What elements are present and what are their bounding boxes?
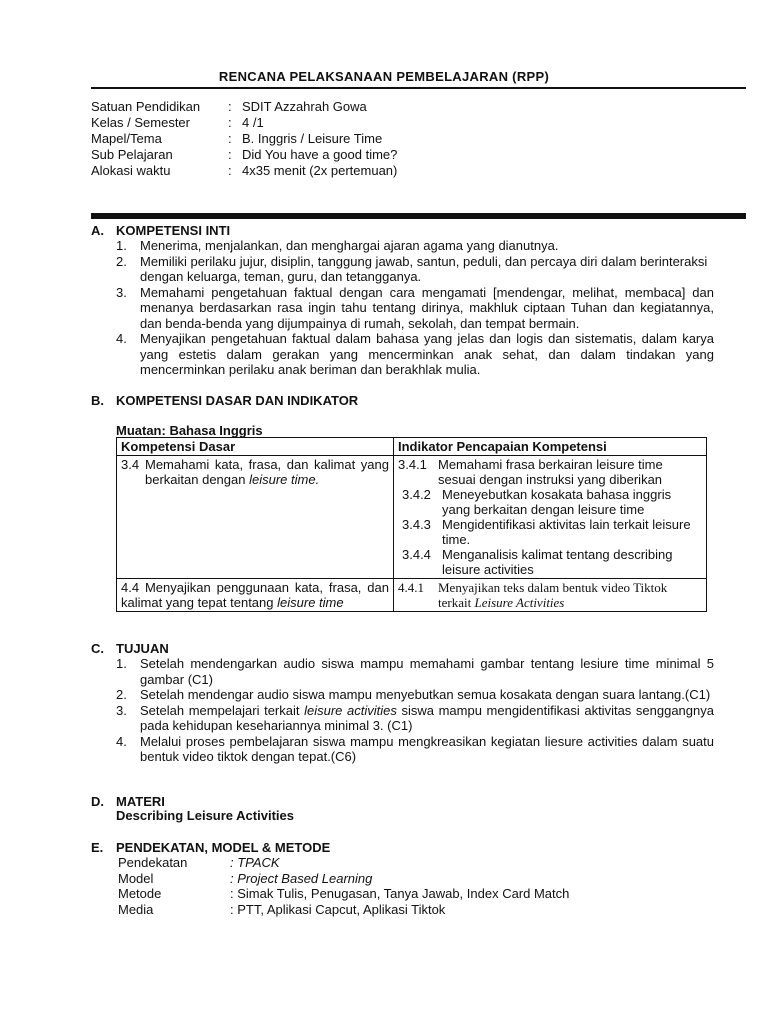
table-cell — [394, 579, 707, 612]
info-value: Did You have a good time? — [242, 147, 398, 162]
info-value: 4x35 menit (2x pertemuan) — [242, 163, 398, 178]
metode-row — [118, 886, 569, 902]
info-row — [91, 99, 397, 115]
table-header: Kompetensi Dasar — [117, 438, 394, 456]
section-c-heading — [91, 641, 169, 656]
list-item — [116, 703, 714, 734]
item-text-pre: Setelah mempelajari terkait — [140, 702, 300, 718]
list-item — [116, 687, 714, 703]
section-title: KOMPETENSI INTI — [116, 223, 231, 238]
item-number: 2. — [116, 687, 127, 702]
kd-text-main: Memahami kata, frasa, dan kalimat yang berkaitan dengan — [145, 457, 389, 487]
item-number: 4. — [116, 733, 127, 749]
table-header-row — [117, 438, 707, 456]
info-value: SDIT Azzahrah Gowa — [242, 99, 367, 114]
indicator-number: 3.4.2 — [402, 487, 431, 502]
info-key: Sub Pelajaran — [91, 147, 173, 162]
pendekatan-row — [118, 855, 569, 871]
kompetensi-inti-list — [116, 238, 714, 378]
kd-number: 3.4 — [121, 457, 140, 472]
indicator-item — [398, 487, 702, 517]
item-number: 1. — [116, 238, 127, 253]
info-key: Satuan Pendidikan — [91, 99, 201, 114]
kd-text — [145, 457, 389, 487]
item-text-post: siswa mampu mengidentifikasi aktivitas senggangnya pada kehidupan kesehariannya minimal 3. (C1) — [140, 702, 714, 733]
list-item — [116, 656, 714, 687]
item-text-italic: leisure activities — [304, 702, 397, 718]
kd-text-italic: leisure time — [277, 595, 344, 610]
indicator-text-italic: Leisure Activities — [474, 595, 565, 610]
table-row — [117, 456, 707, 579]
table-cell — [117, 456, 394, 579]
indicator-text: Menganalisis kalimat tentang describing leisure activities — [442, 547, 673, 577]
list-item — [116, 734, 714, 765]
info-row — [91, 147, 397, 163]
indicator-text: Meneyebutkan kosakata bahasa inggris yang berkaitan dengan leisure time — [442, 487, 672, 517]
section-a-heading — [91, 223, 230, 238]
section-letter: D. — [91, 794, 104, 809]
section-letter: E. — [91, 840, 104, 855]
row-key: Metode — [118, 886, 162, 901]
item-text: Menerima, menjalankan, dan menghargai ajaran agama yang dianutnya. — [140, 238, 559, 253]
indicator-number: 4.4.1 — [398, 580, 424, 595]
info-colon: : — [228, 147, 232, 162]
section-letter: A. — [91, 223, 104, 238]
info-row — [91, 163, 397, 179]
indicator-item — [398, 580, 702, 610]
item-text: Memiliki perilaku jujur, disiplin, tanggung jawab, santun, peduli, dan percaya diri dalam berinteraksi dengan keluarga, teman, guru, dan tetangganya. — [140, 253, 708, 284]
kd-text-italic: leisure time. — [249, 472, 320, 487]
pendekatan-block — [118, 855, 569, 917]
item-number: 3. — [116, 284, 127, 300]
materi-content: Describing Leisure Activities — [116, 808, 294, 823]
item-text: Setelah mendengarkan audio siswa mampu memahami gambar tentang lesiure time minimal 5 gambar (C1) — [140, 656, 714, 687]
section-b-heading — [91, 393, 358, 408]
item-text: Menyajikan pengetahuan faktual dalam bahasa yang jelas dan logis dan sistematis, dalam karya yang estetis dalam gerakan yang mencerminkan anak sehat, dan dalam tindakan yang mencerminkan perilaku anak beriman dan berakhlak mulia. — [140, 331, 714, 377]
indicator-number: 3.4.1 — [398, 457, 427, 472]
row-key: Pendekatan — [118, 855, 188, 870]
kd-text-main: 4.4 Menyajikan penggunaan kata, frasa, dan kalimat yang tepat tentang — [121, 580, 389, 610]
indicator-item — [398, 457, 702, 487]
section-divider — [91, 213, 746, 219]
list-item — [116, 238, 714, 254]
identity-block — [91, 99, 397, 179]
info-colon: : — [228, 163, 232, 178]
muatan-label: Muatan: Bahasa Inggris — [116, 423, 263, 438]
row-value: : Simak Tulis, Penugasan, Tanya Jawab, Index Card Match — [230, 886, 570, 901]
tujuan-list — [116, 656, 714, 765]
info-row — [91, 131, 397, 147]
section-letter: C. — [91, 641, 104, 656]
info-key: Kelas / Semester — [91, 115, 190, 130]
item-number: 3. — [116, 702, 127, 718]
info-colon: : — [228, 99, 232, 114]
indicator-number: 3.4.3 — [402, 517, 431, 532]
title-divider — [91, 87, 746, 89]
info-key: Mapel/Tema — [91, 131, 162, 146]
kd-item — [121, 580, 389, 610]
row-value: : PTT, Aplikasi Capcut, Aplikasi Tiktok — [230, 901, 446, 917]
indicator-text: Mengidentifikasi aktivitas lain terkait leisure time. — [442, 517, 691, 547]
model-row — [118, 871, 569, 887]
indicator-item — [398, 517, 702, 547]
table-header: Indikator Pencapaian Kompetensi — [394, 438, 707, 456]
section-title: MATERI — [116, 794, 165, 809]
section-title: KOMPETENSI DASAR DAN INDIKATOR — [116, 393, 359, 408]
item-number: 1. — [116, 656, 127, 671]
info-value: B. Inggris / Leisure Time — [242, 131, 383, 146]
indicator-text — [438, 580, 702, 610]
item-number: 2. — [116, 253, 127, 269]
kompetensi-table — [116, 437, 707, 612]
section-title: TUJUAN — [116, 641, 169, 656]
kd-item — [121, 457, 389, 487]
list-item — [116, 285, 714, 332]
section-e-heading — [91, 840, 330, 855]
row-value: : TPACK — [230, 855, 280, 870]
item-text: Memahami pengetahuan faktual dengan cara mengamati [mendengar, melihat, membaca] dan menanya berdasarkan rasa ingin tahu tentang dirinya, makhluk ciptaan Tuhan dan kegiatannya, dan benda-benda yang dijumpainya di rumah, sekolah, dan tempat bermain. — [140, 284, 714, 331]
section-title: PENDEKATAN, MODEL & METODE — [116, 840, 331, 855]
media-row — [118, 902, 569, 918]
info-colon: : — [228, 115, 232, 130]
item-number: 4. — [116, 331, 127, 346]
indicator-text: Memahami frasa berkairan leisure time sesuai dengan instruksi yang diberikan — [438, 457, 663, 487]
section-d-heading — [91, 794, 165, 809]
list-item — [116, 331, 714, 378]
table-cell — [117, 579, 394, 612]
item-text: Setelah mendengar audio siswa mampu menyebutkan semua kosakata dengan suara lantang.(C1) — [140, 687, 711, 702]
table-cell — [394, 456, 707, 579]
info-key: Alokasi waktu — [91, 163, 171, 178]
row-key: Media — [118, 901, 154, 917]
list-item — [116, 254, 714, 285]
item-text: Melalui proses pembelajaran siswa mampu mengkreasikan kegiatan liesure activities dalam suatu bentuk video tiktok dengan tepat.(C6) — [140, 733, 714, 764]
row-key: Model — [118, 870, 154, 886]
table-row — [117, 579, 707, 612]
indicator-number: 3.4.4 — [402, 547, 431, 562]
info-row — [91, 115, 397, 131]
section-letter: B. — [91, 393, 104, 408]
info-value: 4 /1 — [242, 115, 264, 130]
document-title: RENCANA PELAKSANAAN PEMBELAJARAN (RPP) — [218, 69, 550, 84]
indicator-item — [398, 547, 702, 577]
indicator-text-main: Menyajikan teks dalam bentuk video Tiktok terkait — [438, 580, 668, 610]
row-value: : Project Based Learning — [230, 870, 373, 886]
item-text — [140, 703, 714, 734]
info-colon: : — [228, 131, 232, 146]
